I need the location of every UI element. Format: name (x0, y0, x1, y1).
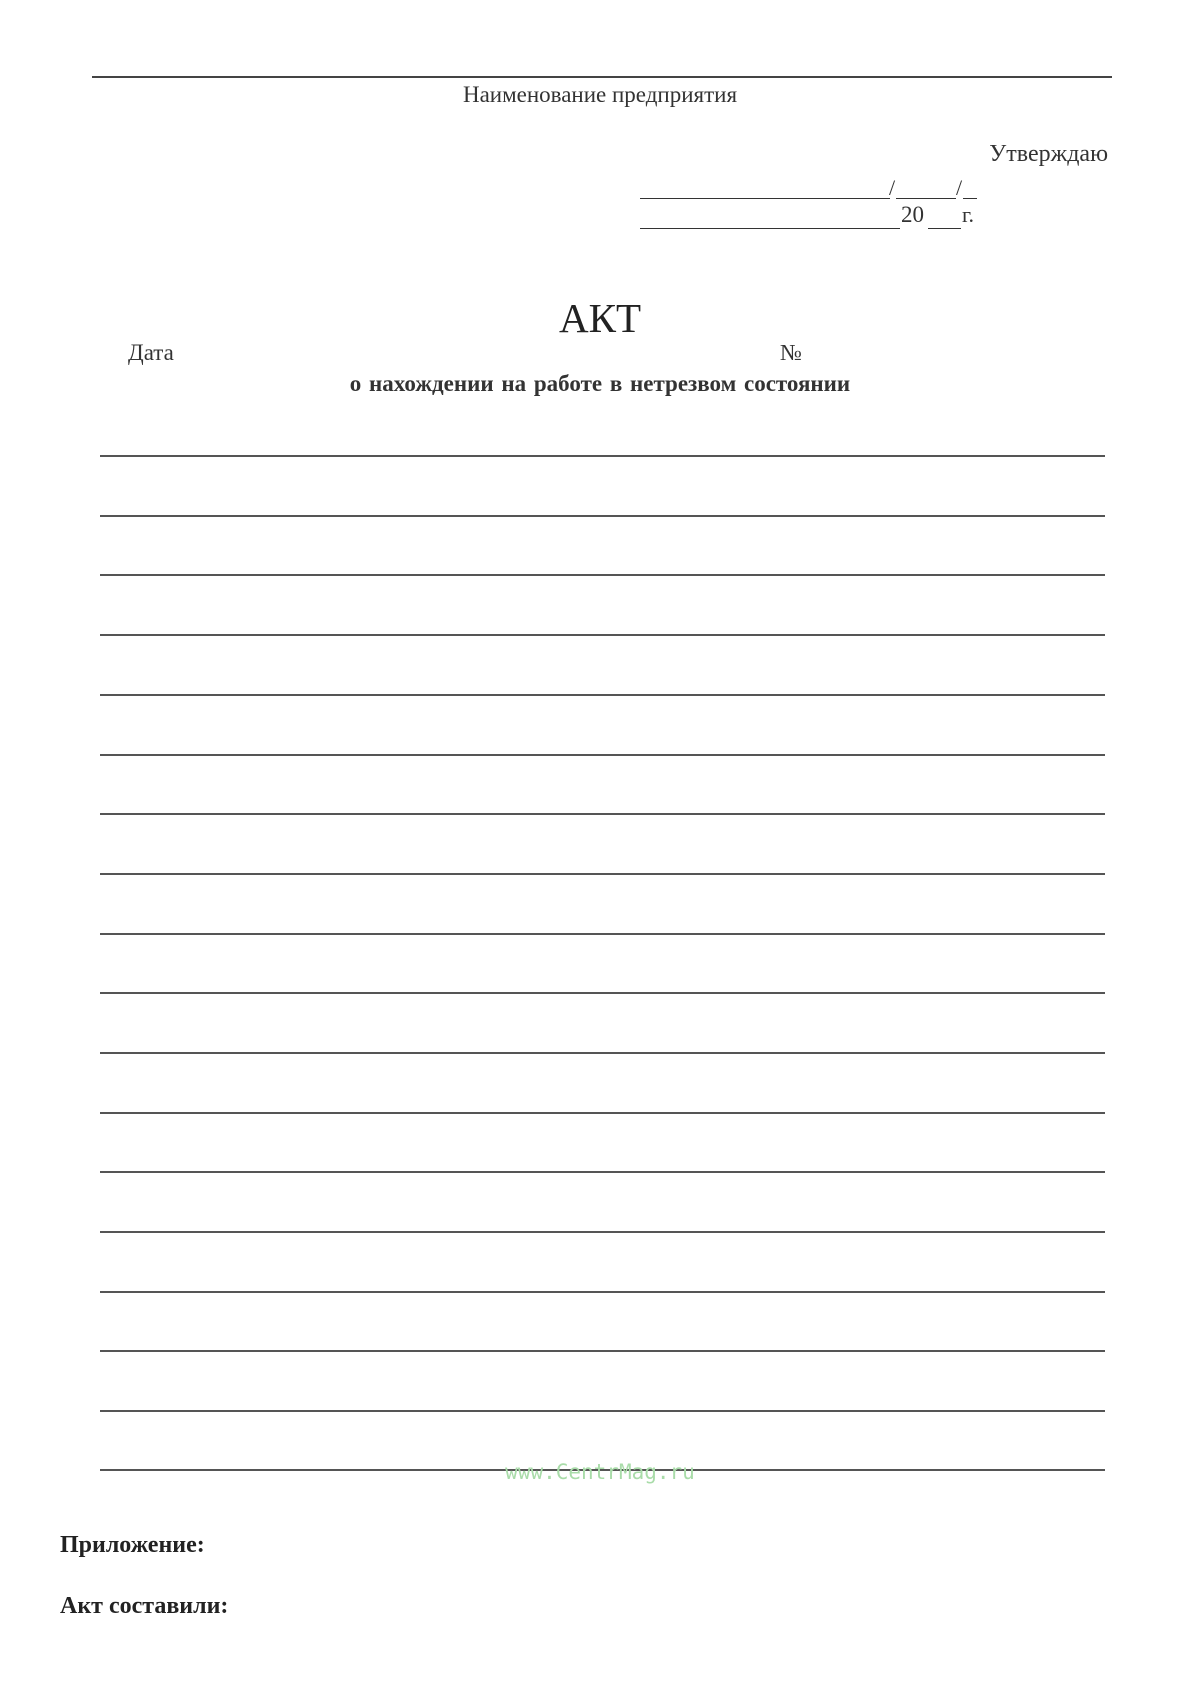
date-label: Дата (128, 340, 174, 365)
signature-line[interactable] (640, 198, 890, 199)
ruled-line[interactable] (100, 1410, 1105, 1412)
slash-separator: / (889, 175, 896, 200)
date-day-month-line[interactable] (640, 228, 900, 229)
ruled-line[interactable] (100, 574, 1105, 576)
ruled-line[interactable] (100, 813, 1105, 815)
attachment-label: Приложение: (60, 1532, 205, 1558)
year-suffix: г. (962, 202, 975, 227)
ruled-line[interactable] (100, 1112, 1105, 1114)
act-title: АКТ (559, 295, 641, 341)
top-divider (92, 76, 1112, 78)
year-line[interactable] (928, 228, 961, 229)
ruled-line[interactable] (100, 992, 1105, 994)
approve-label: Утверждаю (989, 141, 1108, 167)
act-subtitle: о нахождении на работе в нетрезвом состоянии (349, 371, 851, 396)
ruled-line[interactable] (100, 634, 1105, 636)
ruled-line[interactable] (100, 1350, 1105, 1352)
ruled-line[interactable] (100, 933, 1105, 935)
watermark: www.CentrMag.ru (505, 1460, 695, 1484)
year-prefix: 20 (901, 202, 924, 227)
name-line[interactable] (896, 198, 956, 199)
ruled-line[interactable] (100, 455, 1105, 457)
ruled-line[interactable] (100, 754, 1105, 756)
number-label: № (780, 340, 802, 365)
ruled-line[interactable] (100, 1291, 1105, 1293)
ruled-line[interactable] (100, 1171, 1105, 1173)
slash-separator: / (956, 175, 963, 200)
short-line[interactable] (963, 198, 977, 199)
ruled-line[interactable] (100, 873, 1105, 875)
ruled-line[interactable] (100, 1231, 1105, 1233)
composed-by-label: Акт составили: (60, 1593, 229, 1619)
company-name: Наименование предприятия (462, 82, 738, 107)
ruled-line[interactable] (100, 1052, 1105, 1054)
ruled-line[interactable] (100, 694, 1105, 696)
ruled-line[interactable] (100, 515, 1105, 517)
